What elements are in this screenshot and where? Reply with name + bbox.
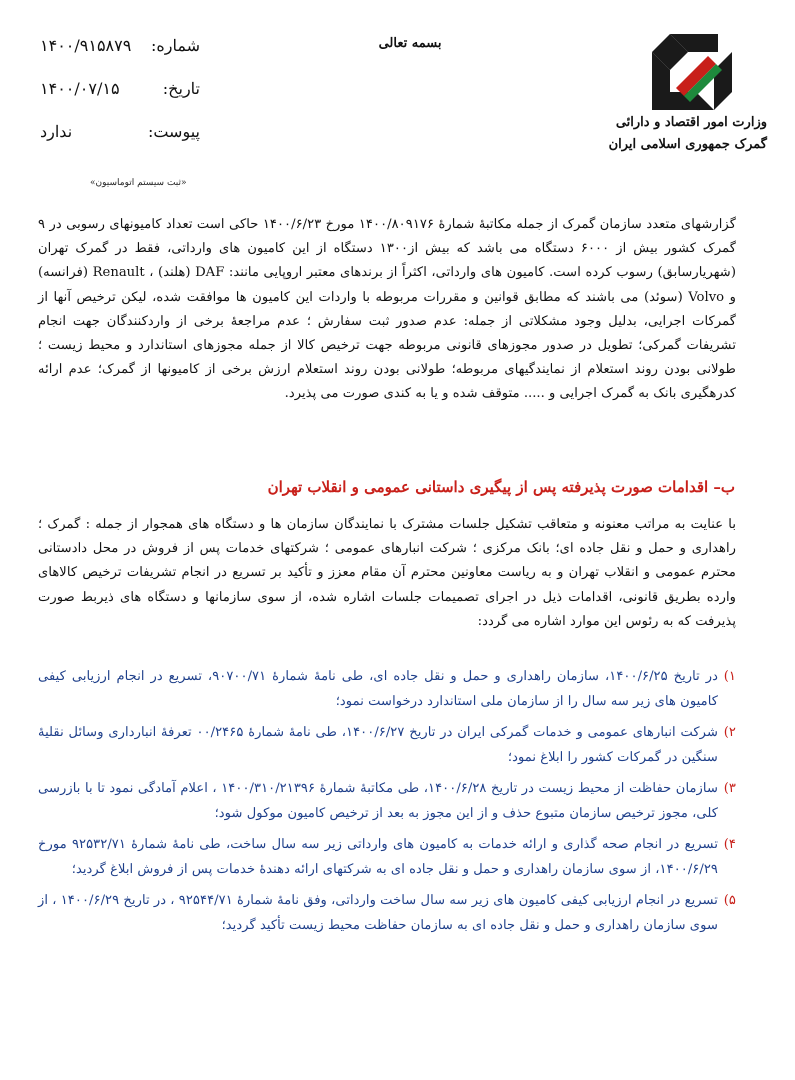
ministry-name: وزارت امور اقتصاد و دارائی: [615, 115, 767, 130]
letter-number-row: [40, 36, 200, 79]
letter-metadata: [40, 36, 200, 165]
section-paragraph: با عنایت به مراتب معنونه و متعاقب تشکیل جلسات مشترک با نمایندگان سازمان ها و دستگاه های همجوار از جمله : گمرک ؛ راهداری و حمل و نقل جاده ای؛ بانک مرکزی ؛ شرکت انبارهای عمومی ؛ شرکتهای خدمات پس از فروش در محل دادستانی محترم عمومی و انقلاب تهران و به ریاست معاونین محترم آن مقام معزز و تأکید بر تسریع در انجام تشریفات ترخیص کالاهای وارده بطریق قانونی، اقدامات ذیل در اجرای تصمیمات جلسات اشاره شده، از سوی سازمانها و دستگاه های ذیربط صورت پذیرفت که به رئوس این موارد اشاره می گردد:: [38, 517, 736, 629]
bismillah-heading: بسمه تعالی: [378, 36, 442, 51]
list-item: [38, 665, 736, 714]
registration-note: «ثبت سیستم اتوماسیون»: [90, 178, 187, 188]
letter-date-label: تاریخ:: [162, 79, 200, 98]
list-item-text: تسریع در انجام صحه گذاری و ارائه خدمات به کامیون های وارداتی زیر سه سال ساخت، طی نامهٔ شمارهٔ ۹۲۵۳۲/۷۱ مورخ ۱۴۰۰/۶/۲۹، از سوی سازمان راهداری و حمل و نقل جاده ای به شرکتهای ارائه دهندهٔ خدمات پس از فروش ابلاغ گردید؛: [38, 837, 718, 877]
list-item-number: ۲): [723, 725, 736, 740]
intro-paragraph: گزارشهای متعدد سازمان گمرک از جمله مکاتبهٔ شمارهٔ ۱۴۰۰/۸۰۹۱۷۶ مورخ ۱۴۰۰/۶/۲۳ حاکی است تعداد کامیونهای رسوبی در ۹ گمرک کشور بیش از ۶۰۰۰ دستگاه می باشد که بیش از۱۳۰۰ دستگاه از این کامیون های وارداتی، فقط در گمرک تهران (شهریارسابق) رسوب کرده است. کامیون های وارداتی، اکثراً از برندهای معتبر اروپایی مانند: DAF (هلند) ، Renault (فرانسه) و Volvo (سوئد) می باشند که مطابق قوانین و مقررات مربوطه با واردات این کامیون ها موافقت شده، لیکن ترخیص آنها از گمرکات اجرایی، بدلیل وجود مشکلاتی از جمله: عدم صدور ثبت سفارش ؛ عدم مراجعهٔ برخی از واردکنندگان جهت انجام تشریفات گمرکی؛ تطویل در صدور مجوزهای قانونی مربوطه جهت ترخیص کالا از جمله مجوزهای استاندارد و محیط زیست ؛ طولانی بودن روند استعلام از نمایندگیهای مربوطه؛ طولانی بودن روند استعلام ارزش برخی از کامیونها از گمرک؛ عدم ارائه کدرهگیری بانک به گمرک اجرایی و ..... متوقف شده و یا به کندی صورت می پذیرد.: [38, 217, 737, 402]
list-item-text: در تاریخ ۱۴۰۰/۶/۲۵، سازمان راهداری و حمل و نقل جاده ای، طی نامهٔ شمارهٔ ۹۰۷۰۰/۷۱، تسریع در انجام ارزیابی کیفی کامیون های زیر سه سال را از سازمان ملی استاندارد درخواست نمود؛: [38, 669, 719, 709]
customs-name: گمرک جمهوری اسلامی ایران: [608, 137, 767, 152]
list-item-number: ۳): [723, 781, 736, 796]
list-item: [38, 777, 736, 826]
list-item-text: سازمان حفاظت از محیط زیست در تاریخ ۱۴۰۰/۶/۲۸، طی مکاتبهٔ شمارهٔ ۱۴۰۰/۳۱۰/۲۱۳۹۶ ، اعلام آمادگی نمود تا با بازرسی کلی، مجوز ترخیص سازمان متبوع حذف و از این مجوز به بعد از ترخیص کامیون موکول شود؛: [38, 781, 718, 821]
letter-number-value: ۱۴۰۰/۹۱۵۸۷۹: [40, 36, 132, 55]
section-title: ب– اقدامات صورت پذیرفته پس از پیگیری داستانی عمومی و انقلاب تهران: [267, 478, 735, 496]
letter-date-row: [40, 79, 200, 122]
list-item-number: ۵): [723, 893, 736, 908]
actions-list: [38, 665, 736, 945]
organization-name: [609, 112, 767, 156]
letter-date-value: ۱۴۰۰/۰۷/۱۵: [40, 79, 120, 98]
list-item-number: ۱): [723, 669, 736, 684]
letter-number-label: شماره:: [150, 36, 200, 55]
list-item: [38, 833, 736, 882]
list-item-number: ۴): [723, 837, 736, 852]
attachment-label: پیوست:: [147, 122, 200, 141]
list-item: [38, 889, 736, 938]
attachment-value: ندارد: [40, 122, 73, 141]
attachment-row: [40, 122, 200, 165]
customs-logo-icon: [648, 30, 734, 114]
list-item-text: تسریع در انجام ارزیابی کیفی کامیون های زیر سه سال ساخت وارداتی، وفق نامهٔ شمارهٔ ۹۲۵۴۴/۷۱ ، در تاریخ ۱۴۰۰/۶/۲۹ ، از سوی سازمان راهداری و حمل و نقل جاده ای به سازمان حفاظت محیط زیست تأکید گردید؛: [38, 893, 718, 933]
list-item: [38, 721, 736, 770]
list-item-text: شرکت انبارهای عمومی و خدمات گمرکی ایران در تاریخ ۱۴۰۰/۶/۲۷، طی نامهٔ شمارهٔ ۰۰/۲۴۶۵ تعرفهٔ انبارداری وسائل نقلیهٔ سنگین در گمرکات کشور را ابلاغ نمود؛: [38, 725, 718, 765]
